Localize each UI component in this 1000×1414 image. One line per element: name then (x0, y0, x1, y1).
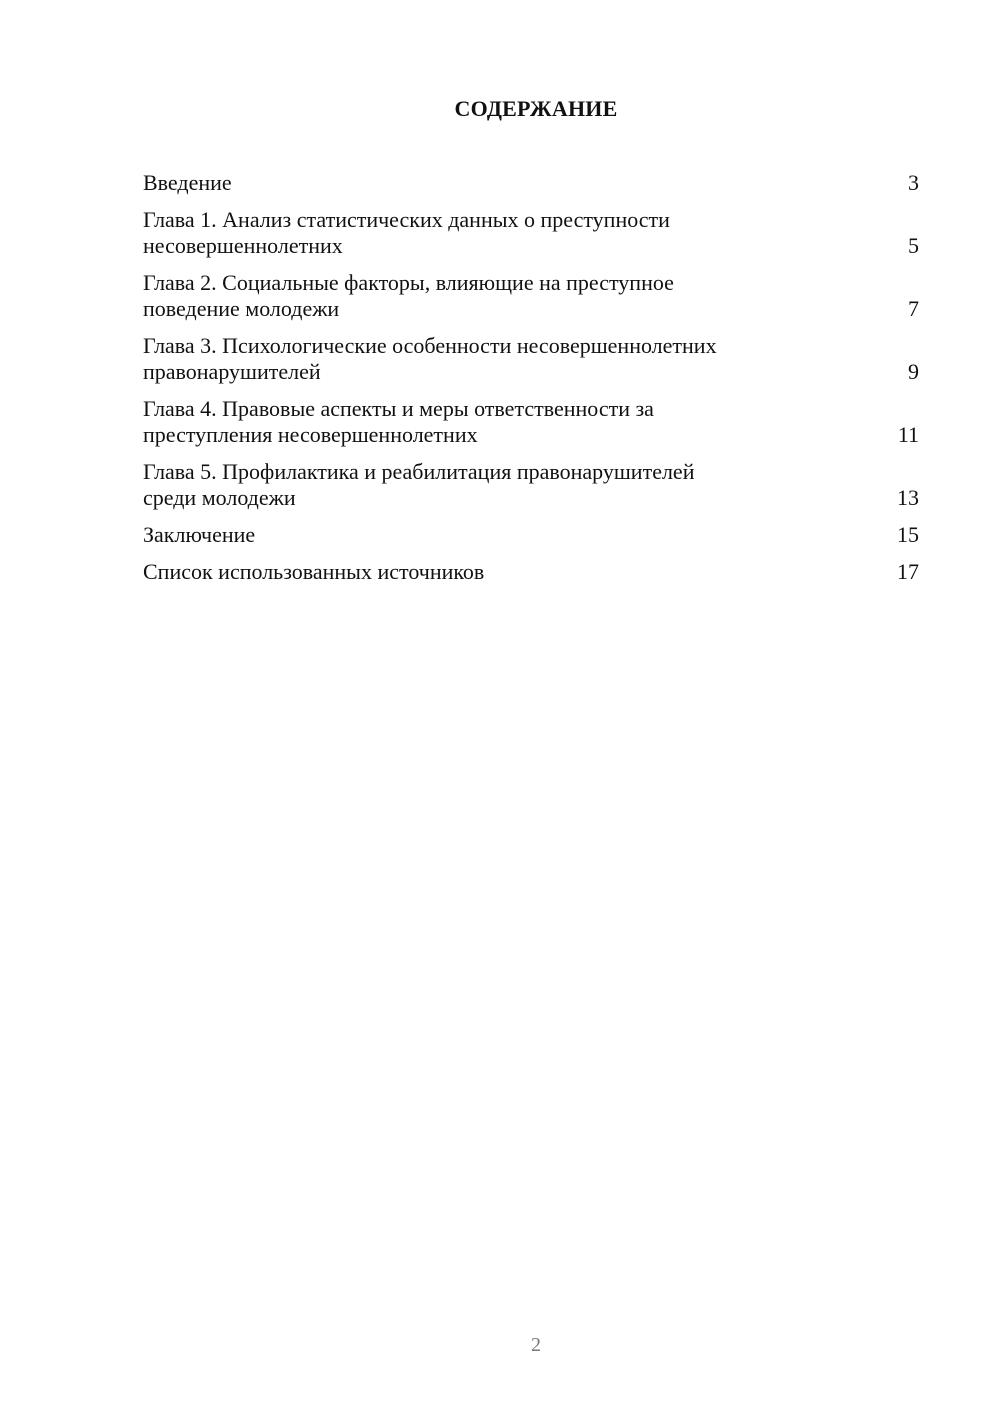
toc-entry-page: 17 (897, 559, 919, 584)
toc-entry-label: Глава 1. Анализ статистических данных о преступности несовершеннолетних (143, 207, 670, 258)
toc-entry-chapter-5 (143, 459, 919, 511)
toc-entry-chapter-3 (143, 333, 919, 385)
toc-entry-label: Глава 2. Социальные факторы, влияющие на преступное поведение молодежи (143, 270, 674, 321)
toc-entry-page: 9 (908, 359, 919, 384)
toc-entry-page: 5 (908, 233, 919, 258)
toc-entry-page: 3 (908, 170, 919, 195)
toc-entry-page: 11 (897, 422, 919, 447)
toc-entry-conclusion (143, 522, 919, 548)
toc-entry-chapter-4 (143, 396, 919, 448)
toc-title: СОДЕРЖАНИЕ (454, 96, 618, 121)
toc-entry-page: 7 (908, 296, 919, 321)
toc-entry-label: Введение (143, 170, 232, 195)
toc-entry-page: 13 (897, 485, 919, 510)
table-of-contents (143, 170, 919, 596)
toc-entry-label: Глава 5. Профилактика и реабилитация правонарушителей среди молодежи (143, 459, 695, 510)
toc-entry-chapter-1 (143, 207, 919, 259)
toc-entry-page: 15 (897, 522, 919, 547)
toc-entry-label: Глава 3. Психологические особенности несовершеннолетних правонарушителей (143, 333, 717, 384)
toc-entry-references (143, 559, 919, 585)
toc-entry-label: Список использованных источников (143, 559, 485, 584)
page-number: 2 (531, 1334, 541, 1356)
toc-entry-label: Заключение (143, 522, 256, 547)
toc-entry-introduction (143, 170, 919, 196)
toc-entry-label: Глава 4. Правовые аспекты и меры ответственности за преступления несовершеннолетних (143, 396, 654, 447)
toc-entry-chapter-2 (143, 270, 919, 322)
